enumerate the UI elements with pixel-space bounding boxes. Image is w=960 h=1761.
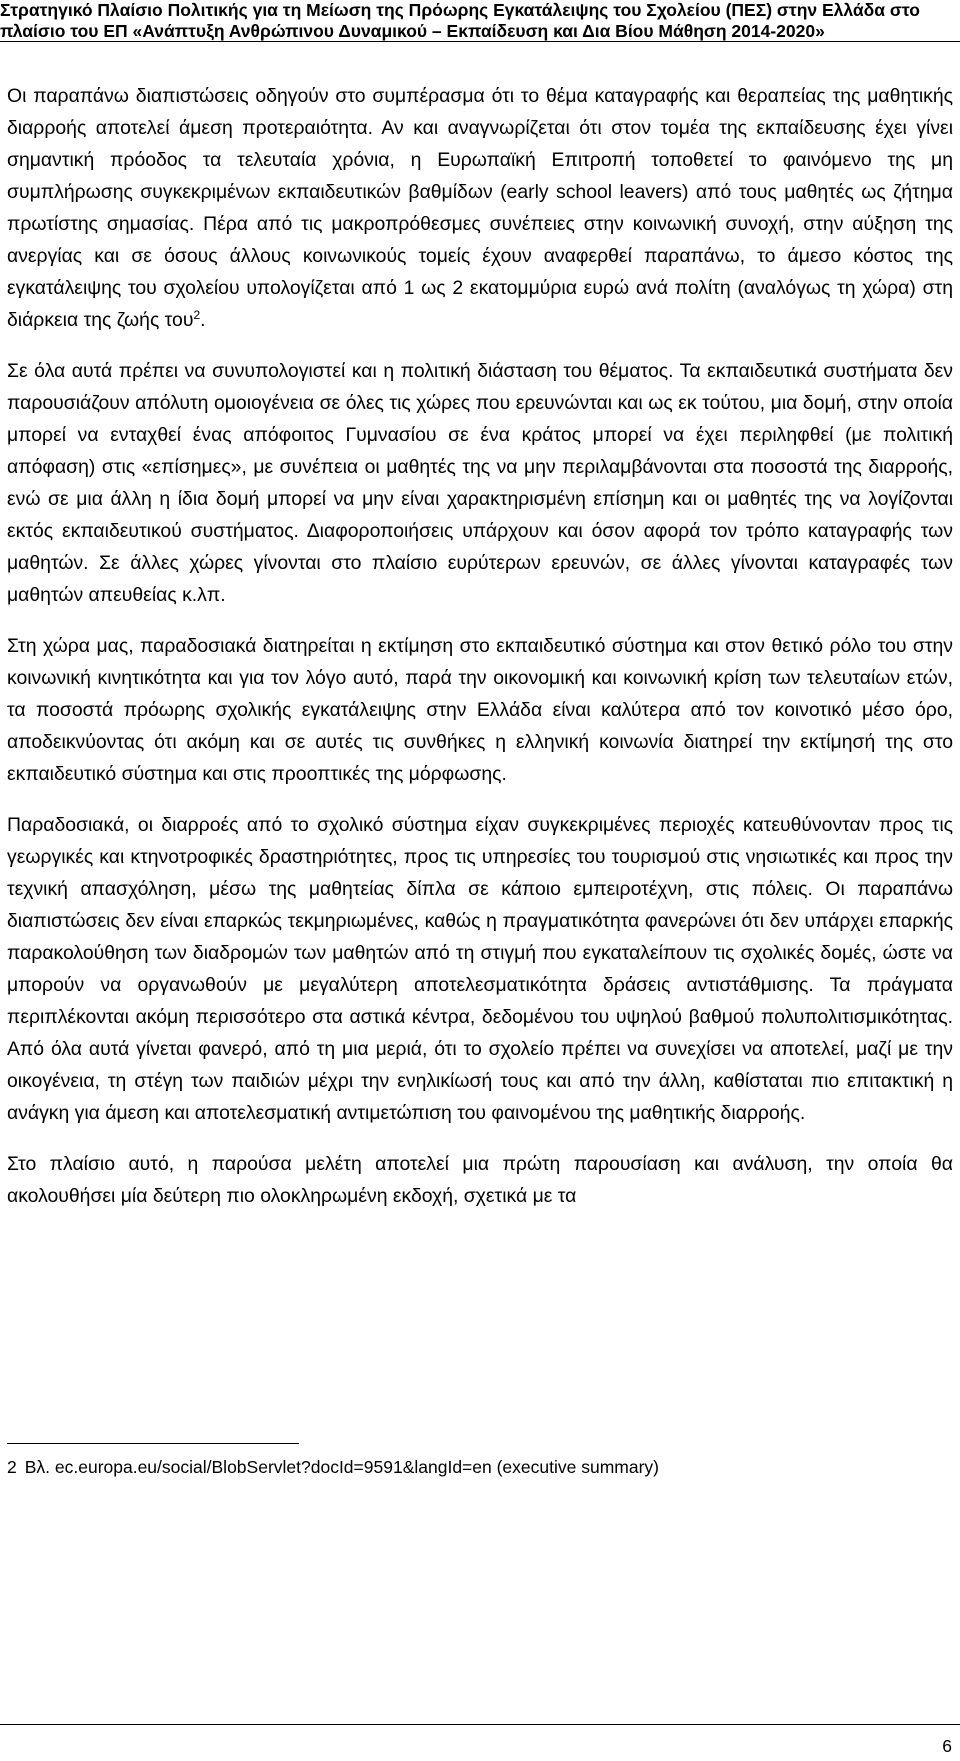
paragraph-4: Παραδοσιακά, οι διαρροές από το σχολικό σύστημα είχαν συγκεκριμένες περιοχές κατευθύνονταν προς τις γεωργικές και κτηνοτροφικές δραστηριότητες, προς τις υπηρεσίες του τουρισμού στις νησιωτικές και προς την τεχνική απασχόληση, μέσω της μαθητείας δίπλα σε κάποιο εμπειροτέχνη, στις πόλεις. Οι παραπάνω διαπιστώσεις δεν είναι επαρκώς τεκμηριωμένες, καθώς η πραγματικότητα φανερώνει ότι δεν υπάρχει επαρκής παρακολούθηση των διαδρομών των μαθητών από τη στιγμή που εγκαταλείπουν τις σχολικές δομές, ώστε να μπορούν να οργανωθούν με μεγαλύτερη αποτελεσματικότητα δράσεις αντιστάθμισης. Τα πράγματα περιπλέκονται ακόμη περισσότερο στα αστικά κέντρα, δεδομένου του υψηλού βαθμού πολυπολιτισμικότητας. Από όλα αυτά γίνεται φανερό, από τη μια μεριά, ότι το σχολείο πρέπει να συνεχίσει να αποτελεί, μαζί με την οικογένεια, τη στέγη των παιδιών μέχρι την ενηλικίωσή τους και από την άλλη, καθίσταται πιο επιτακτική η ανάγκη για άμεση και αποτελεσματική αντιμετώπιση του φαινομένου της μαθητικής διαρροής. <box>7 814 953 1124</box>
footnote-reference[interactable]: 2 <box>193 308 201 322</box>
footnote-divider <box>7 1443 299 1444</box>
paragraph-1 <box>7 80 953 336</box>
footer-divider <box>0 1724 960 1725</box>
footnote-mark: 2 <box>7 1457 17 1477</box>
paragraph-2: Σε όλα αυτά πρέπει να συνυπολογιστεί και η πολιτική διάσταση του θέματος. Τα εκπαιδευτικά συστήματα δεν παρουσιάζουν απόλυτη ομοιογένεια σε όλες τις χώρες που ερευνώνται και ως εκ τούτου, μια δομή, στην οποία μπορεί να ενταχθεί ένας απόφοιτος Γυμνασίου σε ένα κράτος μπορεί να έχει περιληφθεί (με πολιτική απόφαση) στις «επίσημες», με συνέπεια οι μαθητές της να μην περιλαμβάνονται στα ποσοστά της διαρροής, ενώ σε μια άλλη η ίδια δομή μπορεί να μην είναι χαρακτηρισμένη επίσημη και οι μαθητές της να λογίζονται εκτός εκπαιδευτικού συστήματος. Διαφοροποιήσεις υπάρχουν και όσον αφορά τον τρόπο καταγραφής των μαθητών. Σε άλλες χώρες γίνονται στο πλαίσιο ευρύτερων ερευνών, σε άλλες γίνονται καταγραφές των μαθητών απευθείας κ.λπ. <box>7 360 953 606</box>
page-number: 6 <box>942 1736 952 1756</box>
footnote-text[interactable]: Βλ. ec.europa.eu/social/BlobServlet?docId=9591&langId=en (executive summary) <box>24 1457 659 1477</box>
paragraph-1-text: Οι παραπάνω διαπιστώσεις οδηγούν στο συμπέρασμα ότι το θέμα καταγραφής και θεραπείας της μαθητικής διαρροής αποτελεί άμεση προτεραιότητα. Αν και αναγνωρίζεται ότι στον τομέα της εκπαίδευσης έχει γίνει σημαντική πρόοδος τα τελευταία χρόνια, η Ευρωπαϊκή Επιτροπή τοποθετεί το φαινόμενο της μη συμπλήρωσης συγκεκριμένων εκπαιδευτικών βαθμίδων (early school leavers) από τους μαθητές ως ζήτημα πρωτίστης σημασίας. Πέρα από τις μακροπρόθεσμες συνέπειες στην κοινωνική συνοχή, στην αύξηση της ανεργίας και σε όσους άλλους κοινωνικούς τομείς έχουν αναφερθεί παραπάνω, το άμεσο κόστος της εγκατάλειψης του σχολείου υπολογίζεται από 1 ως 2 εκατομμύρια ευρώ ανά πολίτη (αναλόγως τη χώρα) στη διάρκεια της ζωής του <box>7 85 953 331</box>
header-divider <box>0 41 960 42</box>
paragraph-3: Στη χώρα μας, παραδοσιακά διατηρείται η εκτίμηση στο εκπαιδευτικό σύστημα και στον θετικό ρόλο του στην κοινωνική κινητικότητα και για τον λόγο αυτό, παρά την οικονομική και κοινωνική κρίση των τελευταίων ετών, τα ποσοστά πρόωρης σχολικής εγκατάλειψης στην Ελλάδα είναι καλύτερα από τον κοινοτικό μέσο όρο, αποδεικνύοντας ότι ακόμη και σε αυτές τις συνθήκες η ελληνική κοινωνία διατηρεί την εκτίμησή της στο εκπαιδευτικό σύστημα και στις προοπτικές της μόρφωσης. <box>7 635 953 785</box>
header-line-2: πλαίσιο του ΕΠ «Ανάπτυξη Ανθρώπινου Δυναμικού – Εκπαίδευση και Δια Βίου Μάθηση 2014-2020» <box>0 21 825 41</box>
footnote <box>7 1455 659 1479</box>
page-header <box>0 0 960 42</box>
document-body <box>7 80 953 1231</box>
paragraph-1-tail: . <box>200 309 206 331</box>
header-line-1: Στρατηγικό Πλαίσιο Πολιτικής για τη Μείωση της Πρόωρης Εγκατάλειψης του Σχολείου (ΠΕΣ) στην Ελλάδα στο <box>0 0 920 20</box>
paragraph-5: Στο πλαίσιο αυτό, η παρούσα μελέτη αποτελεί μια πρώτη παρουσίαση και ανάλυση, την οποία θα ακολουθήσει μία δεύτερη πιο ολοκληρωμένη εκδοχή, σχετικά με τα <box>7 1153 953 1207</box>
